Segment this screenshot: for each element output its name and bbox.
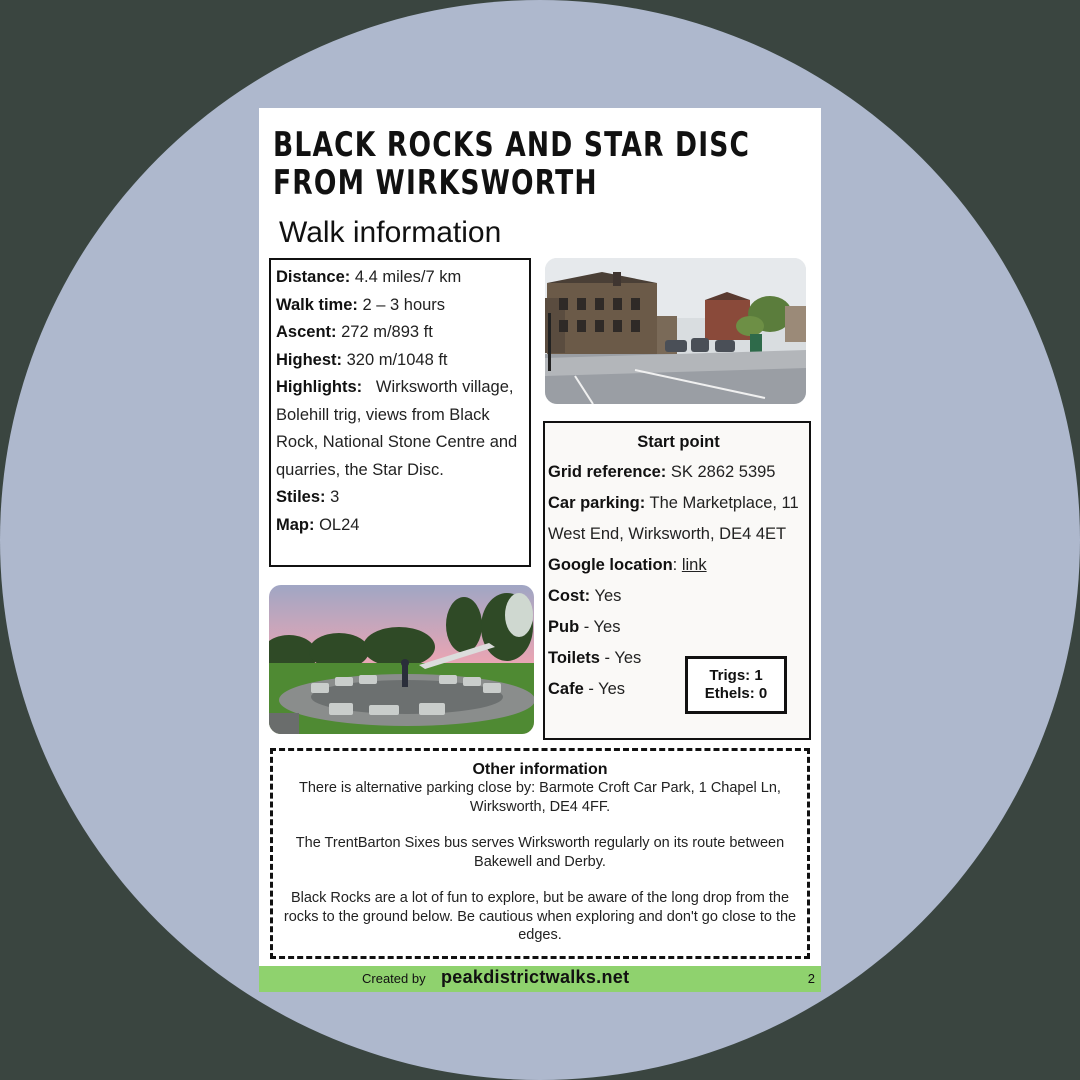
- page-number: 2: [807, 971, 815, 986]
- cafe-value: Yes: [598, 680, 626, 698]
- toilets-label: Toilets: [548, 649, 600, 667]
- created-by-label: Created by: [362, 971, 426, 986]
- cost-row: [548, 581, 809, 612]
- time-value: 2 – 3 hours: [362, 295, 446, 314]
- title-text: BLACK ROCKS AND STAR DISC FROM WIRKSWORTH: [273, 125, 751, 203]
- parking-row: [548, 488, 809, 550]
- highest-row: [276, 347, 529, 375]
- parking-label: Car parking:: [548, 494, 646, 512]
- cafe-row: Cafe - Yes: [548, 680, 626, 698]
- grid-value: SK 2862 5395: [670, 463, 776, 481]
- star-disc-image: [269, 585, 534, 734]
- stiles-label: Stiles:: [276, 488, 326, 506]
- trigs-count: Trigs: 1: [709, 667, 763, 684]
- highest-value: 320 m/1048 ft: [346, 350, 448, 369]
- other-info-paragraph: The TrentBarton Sixes bus serves Wirksworth regularly on its route between Bakewell and Derby.: [295, 835, 785, 870]
- cost-value: Yes: [594, 587, 622, 605]
- cafe-label: Cafe: [548, 680, 584, 698]
- town-square-image: [545, 258, 806, 404]
- stiles-row: [276, 484, 529, 512]
- distance-label: Distance:: [276, 268, 351, 286]
- highlights-value: Wirksworth village, Bolehill trig, views from Black Rock, National Stone Centre and quarries, the Star Disc.: [276, 378, 518, 479]
- ascent-label: Ascent:: [276, 323, 337, 341]
- pub-value: Yes: [593, 618, 621, 636]
- parking-value: The Marketplace, 11 West End, Wirksworth, DE4 4ET: [548, 494, 799, 543]
- google-location-link[interactable]: link: [681, 556, 707, 574]
- grid-row: [548, 457, 809, 488]
- map-label: Map:: [276, 515, 315, 534]
- map-row: [276, 512, 529, 540]
- ethels-count: Ethels: 0: [704, 685, 768, 702]
- trigs-ethels-box: [685, 656, 787, 714]
- brand-name: peakdistrictwalks.net: [441, 967, 630, 987]
- other-information-heading: Other information: [472, 761, 608, 778]
- other-information-box: [270, 748, 810, 959]
- footer-bar: [259, 966, 821, 992]
- town-square-photo: [545, 258, 806, 404]
- toilets-row: Toilets - Yes: [548, 649, 642, 667]
- google-row: Google location: link: [548, 556, 707, 574]
- ascent-value: 272 m/893 ft: [341, 323, 433, 341]
- distance-value: 4.4 miles/7 km: [354, 268, 462, 286]
- stiles-value: 3: [330, 488, 340, 506]
- map-value: OL24: [319, 515, 360, 534]
- distance-row: [276, 264, 529, 292]
- ascent-row: [276, 319, 529, 347]
- toilets-value: Yes: [614, 649, 642, 667]
- pub-label: Pub: [548, 618, 580, 636]
- cost-label: Cost:: [548, 587, 591, 605]
- highlights-row: [276, 374, 529, 484]
- section-subtitle: Walk information: [279, 216, 502, 249]
- start-point-heading: Start point: [637, 433, 720, 451]
- star-disc-photo: [269, 585, 534, 734]
- page-title: [273, 126, 819, 202]
- google-label: Google location: [548, 556, 673, 574]
- time-row: [276, 292, 529, 320]
- highest-label: Highest:: [276, 350, 342, 369]
- walk-card-page: [259, 108, 821, 992]
- walk-info-box: [269, 258, 531, 567]
- pub-row: Pub - Yes: [548, 618, 621, 636]
- other-info-paragraph: Black Rocks are a lot of fun to explore, but be aware of the long drop from the rocks to the ground below. Be cautious when exploring and don't go close to the edges.: [283, 890, 797, 943]
- other-info-paragraph: There is alternative parking close by: Barmote Croft Car Park, 1 Chapel Ln, Wirksworth, DE4 4FF.: [299, 780, 781, 815]
- time-label: Walk time:: [276, 295, 358, 314]
- highlights-label: Highlights:: [276, 378, 363, 396]
- grid-label: Grid reference:: [548, 463, 667, 481]
